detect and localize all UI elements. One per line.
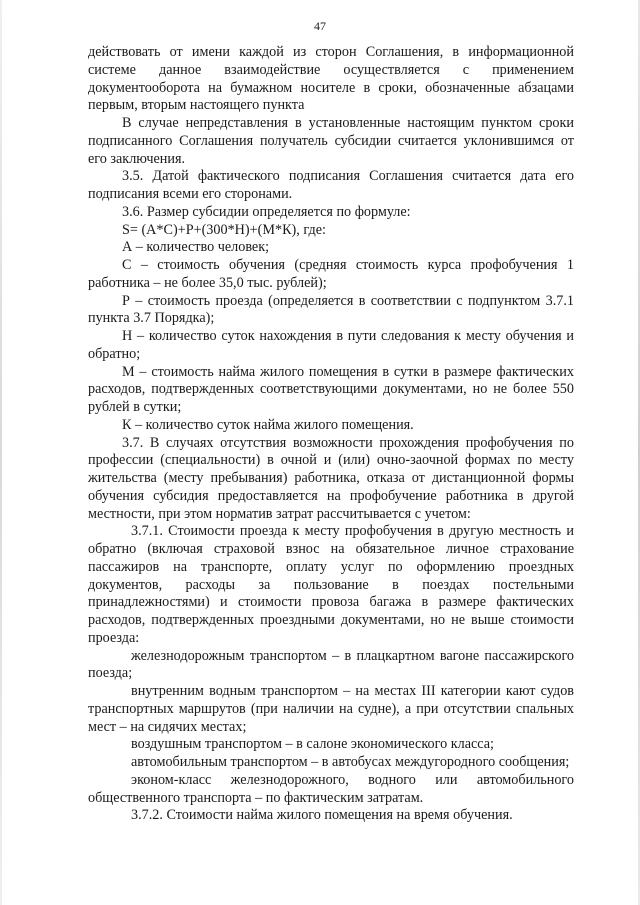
- paragraph: К – количество суток найма жилого помещения.: [122, 416, 414, 433]
- paragraph: воздушным транспортом – в салоне экономического класса;: [131, 736, 494, 753]
- paragraph: 3.7.2. Стоимости найма жилого помещения на время обучения.: [131, 807, 513, 824]
- page-number: 47: [314, 19, 326, 33]
- paragraph: 3.7.1. Стоимости проезда к месту профобучения в другую местность и обратно (включая страховой взнос на обязательное личное страхование пассажиров на транспорте, оплату услуг по оформлению проездных документов, расходы за пользование в поездах постельными принадлежностями) и стоимости провоза багажа в размере фактических расходов, подтвержденных проездными документами, но не выше стоимости проезда:: [88, 523, 574, 646]
- paragraph: 3.7. В случаях отсутствия возможности прохождения профобучения по профессии (специальности) в очной и (или) очно-заочной формах по месту жительства (месту пребывания) работника, отказа от дистанционной формы обучения субсидия предоставляется на профобучение работника в другой местности, при этом норматив затрат рассчитывается с учетом:: [88, 434, 574, 522]
- paragraph: М – стоимость найма жилого помещения в сутки в размере фактических расходов, подтвержденных соответствующими документами, но не более 550 рублей в сутки;: [88, 363, 574, 415]
- paragraph: Н – количество суток нахождения в пути следования к месту обучения и обратно;: [88, 328, 574, 362]
- formula: S= (А*С)+Р+(300*Н)+(М*К), где:: [122, 221, 326, 238]
- paragraph: Р – стоимость проезда (определяется в соответствии с подпунктом 3.7.1 пункта 3.7 Порядка);: [88, 292, 574, 327]
- paragraph: В случае непредставления в установленные настоящим пунктом сроки подписанного Соглашения получатель субсидии считается уклонившимся от его заключения.: [88, 115, 574, 167]
- document-body: [88, 44, 574, 825]
- paragraph: действовать от имени каждой из сторон Соглашения, в информационной системе данное взаимодействие осуществляется с применением документооборота на бумажном носителе в сроки, обозначенные абзацами первым, вторым настоящего пункта: [88, 44, 574, 114]
- paragraph: 3.5. Датой фактического подписания Соглашения считается дата его подписания всеми его сторонами.: [88, 168, 574, 202]
- paragraph: А – количество человек;: [122, 239, 270, 256]
- paragraph: С – стоимость обучения (средняя стоимость курса профобучения 1 работника – не более 35,0 тыс. рублей);: [88, 257, 574, 291]
- paragraph: автомобильным транспортом – в автобусах междугородного сообщения;: [131, 754, 570, 770]
- paragraph: железнодорожным транспортом – в плацкартном вагоне пассажирского поезда;: [88, 647, 574, 682]
- paragraph: эконом-класс железнодорожного, водного или автомобильного общественного транспорта – по фактическим затратам.: [88, 771, 574, 806]
- paragraph: 3.6. Размер субсидии определяется по формуле:: [122, 203, 411, 220]
- scan-edge-left: [0, 0, 2, 905]
- paragraph: внутренним водным транспортом – на местах III категории кают судов транспортных маршрутов (при наличии на судне), а при отсутствии спальных мест – на сидячих местах;: [88, 683, 574, 735]
